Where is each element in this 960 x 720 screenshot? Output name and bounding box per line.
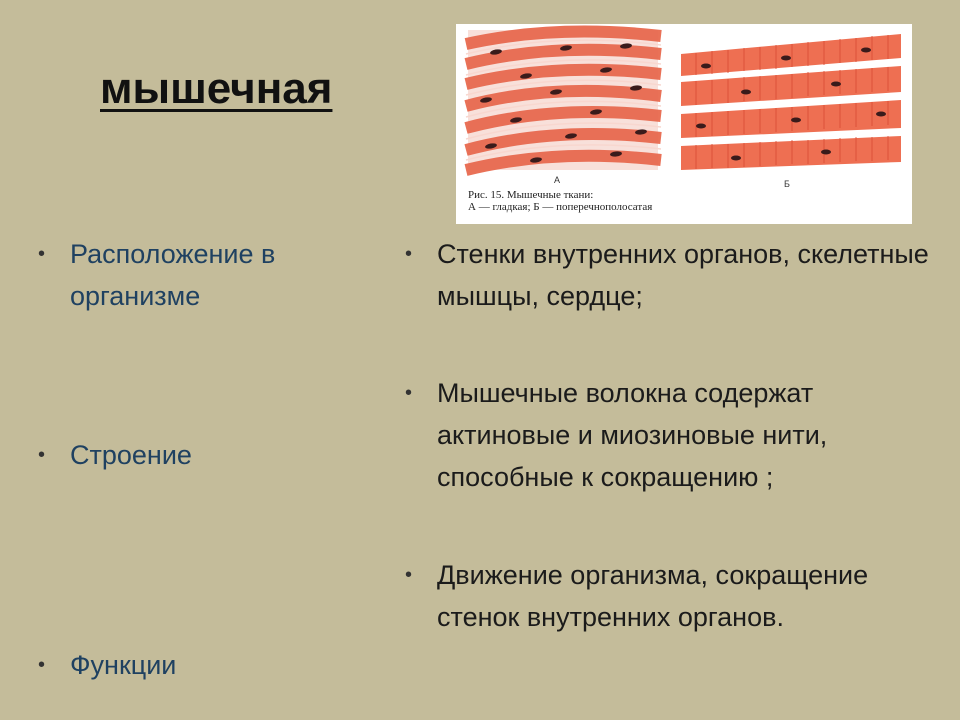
panel-a-label: А bbox=[554, 175, 561, 185]
description-text: Стенки внутренних органов, скелетные мышцы, сердце; bbox=[437, 239, 929, 311]
bullet-icon: • bbox=[38, 654, 46, 676]
description-text: Мышечные волокна содержат актиновые и миозиновые нити, способные к сокращению ; bbox=[437, 378, 828, 492]
bullet-icon: • bbox=[405, 564, 413, 586]
description-text: Движение организма, сокращение стенок внутренних органов. bbox=[437, 560, 869, 632]
figure-caption-line-2: А — гладкая; Б — поперечнополосатая bbox=[468, 201, 653, 213]
property-label: Расположение в организме bbox=[70, 239, 276, 311]
figure-caption-line-1: Рис. 15. Мышечные ткани: bbox=[468, 189, 594, 201]
bullet-icon: • bbox=[405, 243, 413, 265]
property-label: Строение bbox=[70, 440, 192, 470]
striated-muscle-panel bbox=[681, 34, 901, 170]
property-label: Функции bbox=[70, 650, 177, 680]
slide-title: мышечная bbox=[100, 64, 333, 113]
panel-b-label: Б bbox=[784, 179, 790, 189]
bullet-icon: • bbox=[405, 382, 413, 404]
bullet-icon: • bbox=[38, 243, 46, 265]
smooth-muscle-panel bbox=[466, 30, 661, 170]
muscle-tissue-figure bbox=[456, 24, 912, 224]
bullet-icon: • bbox=[38, 444, 46, 466]
figure-caption bbox=[468, 189, 652, 213]
